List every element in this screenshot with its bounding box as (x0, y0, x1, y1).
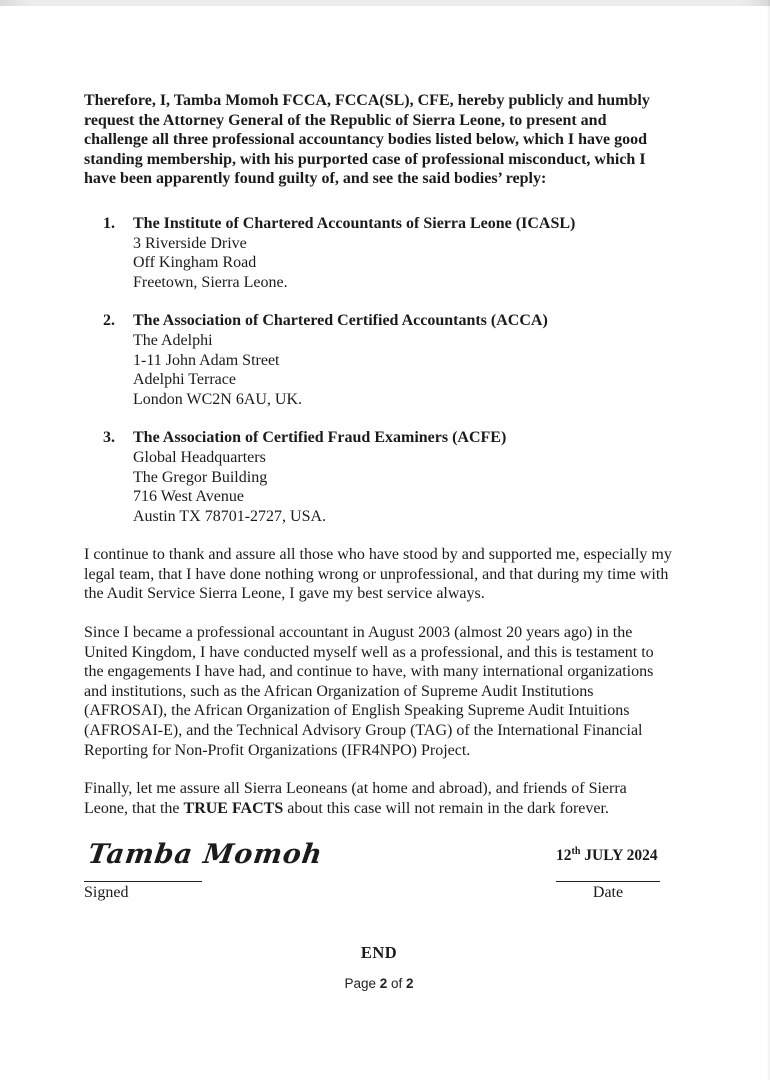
address-line: Freetown, Sierra Leone. (133, 273, 288, 291)
page-number-footer (84, 976, 674, 991)
date-column (556, 847, 660, 902)
end-marker: END (360, 943, 398, 963)
signature-line (84, 881, 202, 882)
thanks-paragraph: I continue to thank and assure all those who have stood by and supported me, especially my legal team, that I have done nothing wrong or unprofessional, and that during my time with the Audit Service Sierra Leone, I gave my best service always. (84, 546, 672, 603)
address-line: London WC2N 6AU, UK. (133, 390, 303, 408)
closing-text-after: about this case will not remain in the dark forever. (283, 799, 609, 817)
page-current: 2 (379, 976, 388, 992)
address-line: Off Kingham Road (133, 254, 257, 272)
page-total: 2 (406, 976, 414, 992)
closing-text-before: Finally, let me assure all Sierra Leoneans (at home and abroad), and friends of Sierra Leone, that the (84, 780, 627, 817)
signature-left-column (84, 839, 325, 902)
body-name-acfe: The Association of Certified Fraud Examiners (ACFE) (133, 429, 507, 447)
address-line: The Gregor Building (133, 468, 268, 486)
date-line (556, 881, 660, 882)
list-number: 3. (103, 429, 115, 447)
address-line: 716 West Avenue (133, 488, 244, 506)
date-value (556, 847, 658, 865)
address-line: Adelphi Terrace (133, 371, 236, 389)
date-day: 12 (556, 847, 572, 865)
address-line: Austin TX 78701-2727, USA. (133, 507, 327, 525)
list-item-acca (84, 311, 674, 409)
page-word: Page (344, 976, 376, 992)
intro-paragraph: Therefore, I, Tamba Momoh FCCA, FCCA(SL), CFE, hereby publicly and humbly request the Attorney General of the Republic of Sierra Leone, to present and challenge all three professional accountancy bodies listed below, which I have good standing membership, with his purported case of professional misconduct, which I have been apparently found guilty of, and see the said bodies’ reply: (84, 92, 650, 188)
body-name-acca: The Association of Chartered Certified Accountants (ACCA) (133, 312, 548, 330)
date-ordinal: th (571, 846, 581, 858)
career-paragraph: Since I became a professional accountant in August 2003 (almost 20 years ago) in the United Kingdom, I have conducted myself well as a professional, and this is testament to the engagements I have had, and continue to have, with many international organizations and institutions, such as the African Organization of Supreme Audit Institutions (AFROSAI), the African Organization of English Speaking Supreme Audit Intuitions (AFROSAI-E), and the Technical Advisory Group (TAG) of the International Financial Reporting for Non-Profit Organizations (IFR4NPO) Project. (84, 624, 654, 759)
closing-paragraph (84, 779, 674, 818)
accountancy-bodies-list (84, 214, 674, 526)
address-line: 1-11 John Adam Street (133, 351, 280, 369)
signed-label: Signed (84, 884, 129, 902)
date-rest: JULY 2024 (580, 847, 658, 865)
of-word: of (391, 976, 403, 992)
date-label: Date (592, 884, 624, 902)
handwritten-signature: Tamba Momoh (86, 839, 325, 871)
signature-block (84, 839, 674, 902)
body-name-icasl: The Institute of Chartered Accountants of Sierra Leone (ICASL) (133, 214, 576, 232)
list-item-icasl (84, 214, 674, 292)
address-line: Global Headquarters (133, 448, 266, 466)
closing-true-facts: TRUE FACTS (183, 799, 284, 817)
address-line: 3 Riverside Drive (133, 234, 247, 252)
list-number: 2. (103, 312, 115, 330)
address-line: The Adelphi (133, 331, 213, 349)
list-item-acfe (84, 428, 674, 526)
list-number: 1. (103, 214, 115, 232)
